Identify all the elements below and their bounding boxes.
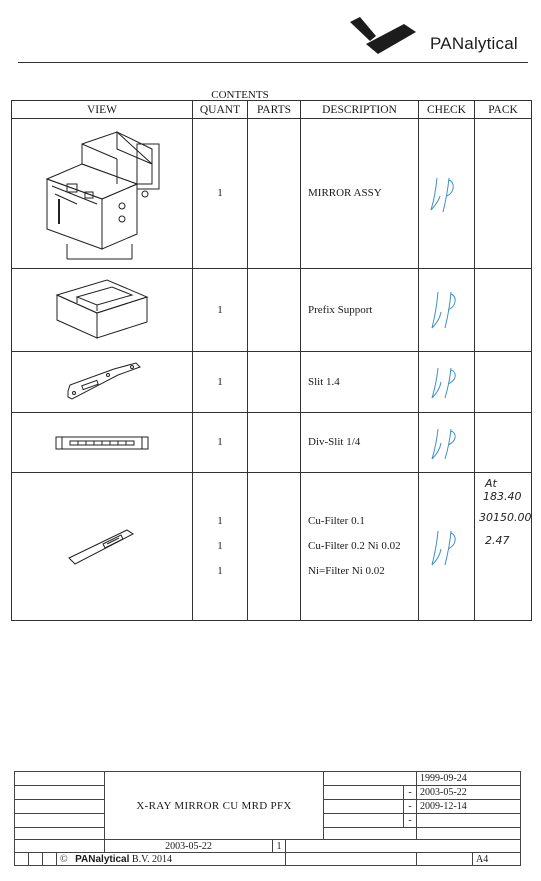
panalytical-logo-icon: [346, 14, 426, 58]
pack-cell: [475, 119, 532, 269]
col-pack: PACK: [475, 101, 532, 119]
description-cell: MIRROR ASSY: [301, 119, 419, 269]
table-row: [12, 269, 532, 352]
header-row: [12, 101, 532, 119]
mirror-assy-drawing-icon: [37, 124, 167, 264]
parts-cell: [248, 473, 301, 621]
check-cell: [419, 413, 475, 473]
pack-cell: [475, 352, 532, 413]
slit-drawing-icon: [62, 359, 142, 405]
handwritten-pack-notes: At 183.40 30150.00 2.47: [479, 477, 532, 547]
initials-signature-icon: [427, 360, 463, 404]
revision-mark: -: [404, 814, 417, 828]
quant-cell: 1: [193, 413, 248, 473]
parts-cell: [248, 119, 301, 269]
col-view: VIEW: [12, 101, 193, 119]
view-cell: [12, 473, 193, 621]
description-cell: Cu-Filter 0.1 Cu-Filter 0.2 Ni 0.02 Ni=Filter Ni 0.02: [301, 473, 419, 621]
revision-date: 2003-05-22: [417, 786, 521, 800]
pack-cell: [475, 413, 532, 473]
drawing-title-block: [14, 771, 521, 866]
quant-cell: 1: [193, 269, 248, 352]
check-cell: [419, 119, 475, 269]
initials-signature-icon: [427, 525, 463, 569]
parts-cell: [248, 269, 301, 352]
filter-drawing-icon: [67, 524, 137, 570]
initials-signature-icon: [427, 172, 463, 216]
sheet-number: 1: [273, 840, 286, 853]
div-slit-drawing-icon: [54, 433, 150, 453]
logo-text: PANalytical: [430, 34, 518, 53]
initials-signature-icon: [427, 288, 463, 332]
pack-cell: [475, 269, 532, 352]
col-quant: QUANT: [193, 101, 248, 119]
description-cell: Slit 1.4: [301, 352, 419, 413]
company-logo: [346, 14, 536, 60]
view-cell: [12, 269, 193, 352]
contents-title: CONTENTS: [211, 89, 269, 101]
quant-cell: 1: [193, 119, 248, 269]
check-cell: [419, 269, 475, 352]
header-rule: [18, 62, 528, 63]
revision-mark: -: [404, 786, 417, 800]
table-row: [12, 473, 532, 621]
pack-cell: [475, 473, 532, 621]
paper-format: A4: [473, 853, 521, 866]
quant-cell: 1 1 1: [193, 473, 248, 621]
table-row: [12, 352, 532, 413]
prefix-support-drawing-icon: [52, 275, 152, 345]
description-cell: Div-Slit 1/4: [301, 413, 419, 473]
issue-date: 2003-05-22: [105, 840, 273, 853]
col-check: CHECK: [419, 101, 475, 119]
copyright-notice: © PANalytical B.V. 2014: [57, 853, 286, 866]
col-description: DESCRIPTION: [301, 101, 419, 119]
view-cell: [12, 413, 193, 473]
contents-table: [11, 100, 532, 621]
parts-cell: [248, 352, 301, 413]
quant-cell: 1: [193, 352, 248, 413]
revision-date: 1999-09-24: [417, 772, 521, 786]
table-row: [12, 413, 532, 473]
drawing-title: X-RAY MIRROR CU MRD PFX: [105, 772, 324, 840]
check-cell: [419, 473, 475, 621]
table-row: [12, 119, 532, 269]
description-cell: Prefix Support: [301, 269, 419, 352]
view-cell: [12, 119, 193, 269]
col-parts: PARTS: [248, 101, 301, 119]
parts-cell: [248, 413, 301, 473]
revision-date: 2009-12-14: [417, 800, 521, 814]
initials-signature-icon: [427, 421, 463, 465]
check-cell: [419, 352, 475, 413]
view-cell: [12, 352, 193, 413]
revision-mark: -: [404, 800, 417, 814]
